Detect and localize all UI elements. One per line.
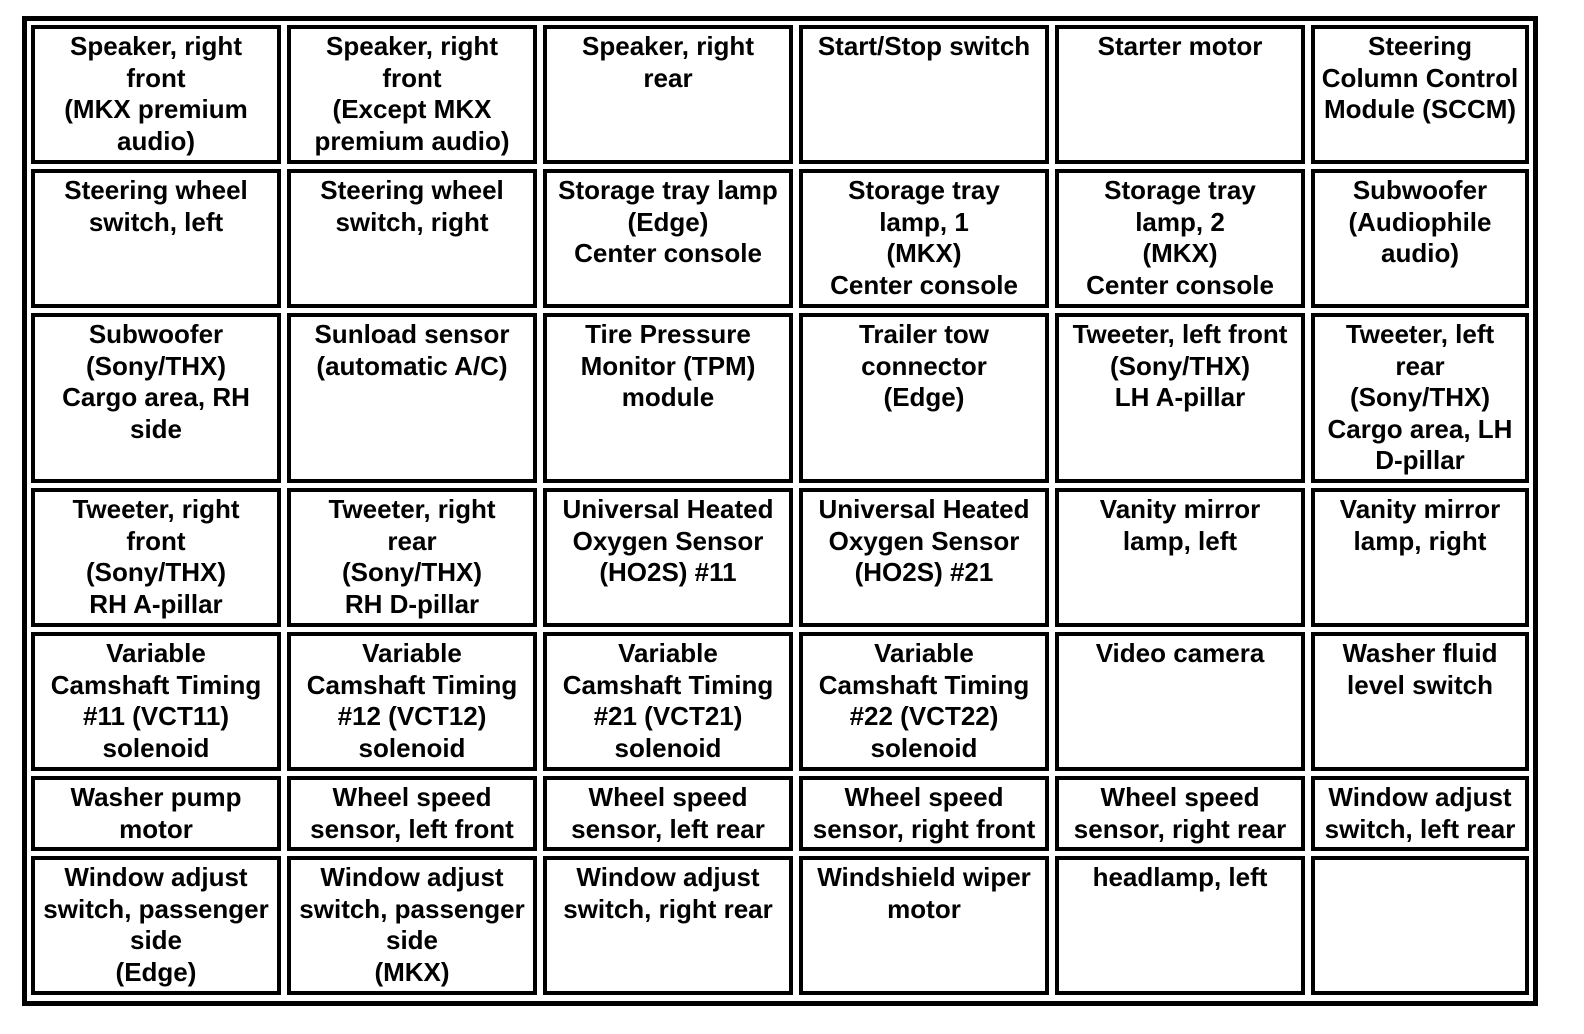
cell-text-line: switch, passenger xyxy=(43,893,269,924)
table-cell xyxy=(1311,856,1529,995)
cell-text-line: Variable xyxy=(874,638,974,668)
table-cell xyxy=(31,169,281,308)
cell-text-line: Start/Stop switch xyxy=(817,31,1031,61)
table-cell xyxy=(799,856,1049,995)
cell-text-line: switch, right rear xyxy=(563,893,773,924)
cell-text-line: connector xyxy=(861,350,987,381)
table-cell xyxy=(799,632,1049,771)
cell-text-line: (MKX) xyxy=(886,238,962,268)
cell-text-line: Speaker, right xyxy=(326,31,498,61)
table-cell xyxy=(1311,169,1529,308)
table-cell xyxy=(1055,776,1305,851)
cell-text-line: Sunload sensor xyxy=(314,319,510,349)
cell-text-line: sensor, right front xyxy=(812,813,1036,844)
cell-text-line: Trailer tow xyxy=(858,319,990,349)
cell-text-line: (Edge) xyxy=(883,382,965,412)
cell-text-line: module xyxy=(621,382,715,412)
cell-text-line: side xyxy=(385,925,439,955)
cell-text-line: Window adjust xyxy=(1328,782,1512,812)
cell-text-line: Column Control xyxy=(1321,62,1519,93)
table-cell xyxy=(31,488,281,627)
cell-text-line: Window adjust xyxy=(64,862,248,892)
cell-text-line: front xyxy=(126,525,186,556)
cell-text-line: side xyxy=(129,925,183,955)
component-location-table xyxy=(22,16,1538,1006)
table-cell xyxy=(1311,313,1529,483)
cell-text-line: Wheel speed xyxy=(588,782,748,812)
table-cell xyxy=(1055,488,1305,627)
cell-text-line: Window adjust xyxy=(320,862,504,892)
cell-text-line: lamp, 1 xyxy=(879,206,969,237)
cell-text-line: (Sony/THX) xyxy=(1109,350,1251,381)
cell-text-line: Tweeter, right xyxy=(72,494,240,524)
cell-text-line: (Audiophile xyxy=(1348,206,1492,237)
cell-text-line: (Sony/THX) xyxy=(85,350,227,381)
cell-text-line: solenoid xyxy=(614,732,722,763)
cell-text-line: switch, right xyxy=(335,206,489,237)
table-cell xyxy=(799,169,1049,308)
cell-text-line: #21 (VCT21) xyxy=(593,701,743,731)
table-cell xyxy=(799,25,1049,164)
cell-text-line: Cargo area, LH xyxy=(1327,413,1513,444)
cell-text-line: (Edge) xyxy=(627,206,709,237)
table-cell xyxy=(799,313,1049,483)
table-cell xyxy=(1055,632,1305,771)
table-cell xyxy=(543,856,793,995)
cell-text-line: front xyxy=(126,62,186,93)
cell-text-line: switch, left xyxy=(88,206,224,237)
cell-text-line: rear xyxy=(387,525,437,556)
table-cell xyxy=(287,488,537,627)
cell-text-line: (Sony/THX) xyxy=(1349,382,1491,412)
cell-text-line: Steering wheel xyxy=(320,175,504,205)
table-cell xyxy=(1055,25,1305,164)
cell-text-line: Tire Pressure xyxy=(585,319,751,349)
cell-text-line: (Except MKX xyxy=(332,94,492,124)
cell-text-line: Tweeter, right xyxy=(328,494,496,524)
cell-text-line: Subwoofer xyxy=(1352,175,1488,205)
table-cell xyxy=(287,313,537,483)
table-cell xyxy=(543,632,793,771)
cell-text-line: audio) xyxy=(117,125,195,156)
cell-text-line: lamp, right xyxy=(1353,525,1487,556)
cell-text-line: level switch xyxy=(1347,669,1493,700)
cell-text-line: Wheel speed xyxy=(332,782,492,812)
cell-text-line: side xyxy=(129,413,183,444)
cell-text-line: (MKX) xyxy=(1142,238,1218,268)
cell-text-line: Subwoofer xyxy=(88,319,224,349)
table-cell xyxy=(543,776,793,851)
cell-text-line: motor xyxy=(119,813,193,844)
cell-text-line: Camshaft Timing xyxy=(306,669,518,700)
table-cell xyxy=(543,488,793,627)
cell-text-line: Center console xyxy=(574,238,762,268)
cell-text-line: Steering wheel xyxy=(64,175,248,205)
cell-text-line: Cargo area, RH xyxy=(62,382,250,412)
cell-text-line: Storage tray xyxy=(1104,175,1256,205)
cell-text-line: solenoid xyxy=(358,732,466,763)
table-cell xyxy=(287,25,537,164)
table-cell xyxy=(543,313,793,483)
cell-text-line: Storage tray lamp xyxy=(558,175,778,205)
cell-text-line: RH A-pillar xyxy=(89,588,223,619)
cell-text-line: Camshaft Timing xyxy=(562,669,774,700)
cell-text-line: (HO2S) #21 xyxy=(854,557,994,587)
cell-text-line: front xyxy=(382,62,442,93)
cell-text-line: Storage tray xyxy=(848,175,1000,205)
cell-text-line: (MKX premium xyxy=(64,94,248,124)
table-cell xyxy=(1311,776,1529,851)
table-cell xyxy=(287,632,537,771)
cell-text-line: Variable xyxy=(362,638,462,668)
cell-text-line: Variable xyxy=(106,638,206,668)
table-cell xyxy=(1055,856,1305,995)
cell-text-line: LH A-pillar xyxy=(1114,382,1246,412)
cell-text-line: switch, passenger xyxy=(299,893,525,924)
table-cell xyxy=(31,25,281,164)
cell-text-line: Module (SCCM) xyxy=(1323,94,1517,124)
cell-text-line: Universal Heated xyxy=(562,494,774,524)
cell-text-line: #12 (VCT12) xyxy=(337,701,487,731)
cell-text-line: Speaker, right xyxy=(582,31,754,61)
table-cell xyxy=(543,169,793,308)
cell-text-line: Monitor (TPM) xyxy=(580,350,756,381)
cell-text-line: Camshaft Timing xyxy=(50,669,262,700)
table-cell xyxy=(1311,25,1529,164)
table-cell xyxy=(31,632,281,771)
table-cell xyxy=(1311,488,1529,627)
table-cell xyxy=(543,25,793,164)
cell-text-line: Starter motor xyxy=(1097,31,1263,61)
cell-text-line: (Sony/THX) xyxy=(341,557,483,587)
cell-text-line: (Edge) xyxy=(115,956,197,987)
table-cell xyxy=(31,856,281,995)
cell-text-line: rear xyxy=(643,62,693,93)
cell-text-line: #22 (VCT22) xyxy=(849,701,999,731)
cell-text-line: Tweeter, left xyxy=(1345,319,1495,349)
table-cell xyxy=(287,169,537,308)
cell-text-line: Video camera xyxy=(1095,638,1265,668)
table-cell xyxy=(799,488,1049,627)
table-cell xyxy=(287,776,537,851)
cell-text-line: Steering xyxy=(1367,31,1473,61)
cell-text-line: Center console xyxy=(1086,269,1274,300)
cell-text-line: (automatic A/C) xyxy=(316,350,508,381)
cell-text-line: #11 (VCT11) xyxy=(83,701,229,731)
cell-text-line: solenoid xyxy=(870,732,978,763)
cell-text-line: RH D-pillar xyxy=(344,588,480,619)
cell-text-line: Variable xyxy=(618,638,718,668)
cell-text-line: Windshield wiper xyxy=(817,862,1031,892)
cell-text-line: Speaker, right xyxy=(70,31,242,61)
cell-text-line: Vanity mirror xyxy=(1099,494,1261,524)
cell-text-line: motor xyxy=(887,893,961,924)
table-cell xyxy=(1311,632,1529,771)
table-cell xyxy=(799,776,1049,851)
table-cell xyxy=(31,776,281,851)
table-cell xyxy=(31,313,281,483)
cell-text-line: premium audio) xyxy=(314,125,510,156)
cell-text-line: Washer fluid xyxy=(1342,638,1498,668)
cell-text-line: (HO2S) #11 xyxy=(599,557,737,587)
cell-text-line: switch, left rear xyxy=(1324,813,1516,844)
table-cell xyxy=(1055,313,1305,483)
cell-text-line: (Sony/THX) xyxy=(85,557,227,587)
cell-text-line: Washer pump xyxy=(70,782,242,812)
cell-text-line: D-pillar xyxy=(1375,445,1465,475)
cell-text-line: lamp, 2 xyxy=(1135,206,1225,237)
cell-text-line: sensor, left rear xyxy=(571,813,765,844)
cell-text-line: audio) xyxy=(1381,238,1459,268)
cell-text-line: (MKX) xyxy=(374,956,450,987)
cell-text-line: Universal Heated xyxy=(818,494,1030,524)
cell-text-line: Tweeter, left front xyxy=(1072,319,1288,349)
cell-text-line: sensor, right rear xyxy=(1073,813,1287,844)
table-cell xyxy=(1055,169,1305,308)
cell-text-line: sensor, left front xyxy=(310,813,514,844)
cell-text-line: Oxygen Sensor xyxy=(828,525,1020,556)
cell-text-line: Wheel speed xyxy=(844,782,1004,812)
cell-text-line: Oxygen Sensor xyxy=(572,525,764,556)
cell-text-line: solenoid xyxy=(102,732,210,763)
cell-text-line: Wheel speed xyxy=(1100,782,1260,812)
cell-text-line: Center console xyxy=(830,269,1018,300)
cell-text-line: rear xyxy=(1395,350,1445,381)
cell-text-line: lamp, left xyxy=(1122,525,1238,556)
cell-text-line: Vanity mirror xyxy=(1339,494,1501,524)
cell-text-line: Window adjust xyxy=(576,862,760,892)
cell-text-line: headlamp, left xyxy=(1092,862,1268,892)
table-cell xyxy=(287,856,537,995)
cell-text-line: Camshaft Timing xyxy=(818,669,1030,700)
